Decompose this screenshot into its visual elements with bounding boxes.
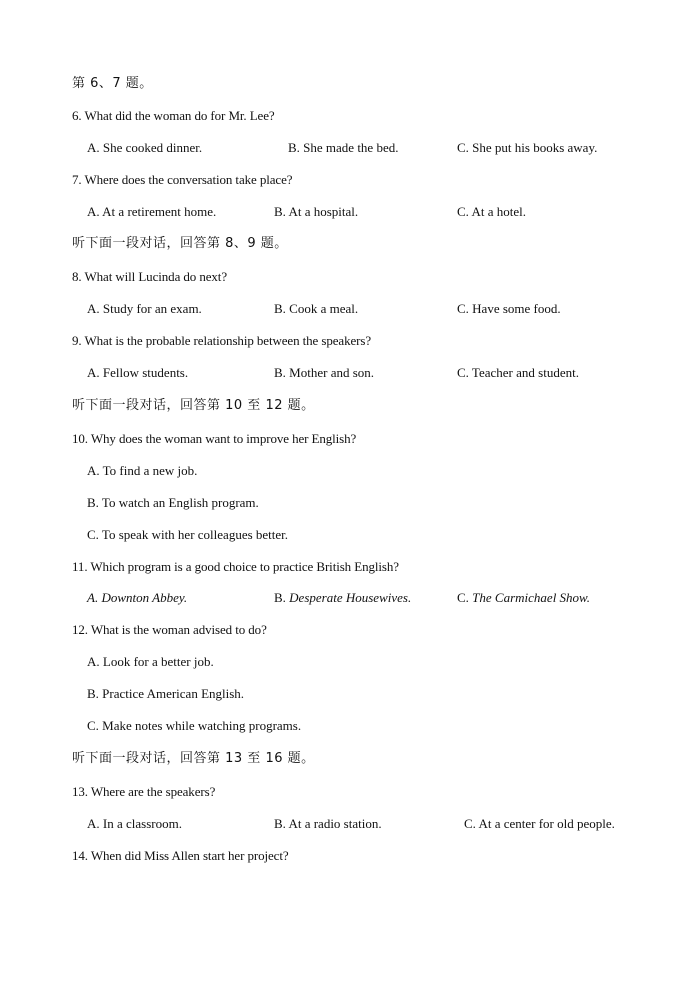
option-c: C. At a hotel.: [457, 204, 526, 219]
option-c: C. She put his books away.: [457, 140, 598, 155]
question-stem: 13. Where are the speakers?: [72, 784, 216, 799]
question-stem: 9. What is the probable relationship between the speakers?: [72, 333, 371, 348]
option-b: B. Practice American English.: [87, 686, 245, 701]
option-b: [274, 590, 411, 606]
question-stem: 6. What did the woman do for Mr. Lee?: [72, 108, 275, 123]
option-a: A. In a classroom.: [87, 816, 182, 831]
option-b: B. Mother and son.: [274, 365, 375, 380]
option-a: A. Downton Abbey.: [87, 590, 188, 605]
option-c: C. Have some food.: [457, 301, 561, 316]
question-stem: 10. Why does the woman want to improve her English?: [72, 431, 357, 446]
option-c: [457, 590, 590, 606]
option-prefix: B.: [274, 590, 290, 605]
question-stem: 12. What is the woman advised to do?: [72, 622, 267, 637]
option-a: A. Fellow students.: [87, 365, 189, 380]
option-b: B. At a hospital.: [274, 204, 359, 219]
option-b: B. To watch an English program.: [87, 495, 259, 510]
section-heading: 听下面一段对话，回答第 10 至 12 题。: [72, 398, 315, 413]
section-heading: 第 6、7 题。: [72, 76, 153, 91]
section-heading: 听下面一段对话，回答第 8、9 题。: [72, 236, 288, 251]
option-b: B. She made the bed.: [288, 140, 399, 155]
question-stem: 8. What will Lucinda do next?: [72, 269, 227, 284]
option-b: B. At a radio station.: [274, 816, 382, 831]
option-a: A. Study for an exam.: [87, 301, 202, 316]
option-prefix: C.: [457, 590, 473, 605]
option-a: A. To find a new job.: [87, 463, 198, 478]
option-c: C. Make notes while watching programs.: [87, 718, 302, 733]
section-heading: 听下面一段对话，回答第 13 至 16 题。: [72, 751, 315, 766]
program-title: Desperate Housewives.: [289, 590, 412, 605]
question-stem: 7. Where does the conversation take place?: [72, 172, 293, 187]
option-c: C. To speak with her colleagues better.: [87, 527, 289, 542]
program-title: The Carmichael Show.: [472, 590, 591, 605]
question-stem: 11. Which program is a good choice to practice British English?: [72, 559, 399, 574]
question-stem: 14. When did Miss Allen start her project?: [72, 848, 289, 863]
option-c: C. At a center for old people.: [464, 816, 615, 831]
option-a: A. At a retirement home.: [87, 204, 217, 219]
option-a: A. She cooked dinner.: [87, 140, 203, 155]
option-c: C. Teacher and student.: [457, 365, 579, 380]
option-a: A. Look for a better job.: [87, 654, 214, 669]
option-b: B. Cook a meal.: [274, 301, 359, 316]
